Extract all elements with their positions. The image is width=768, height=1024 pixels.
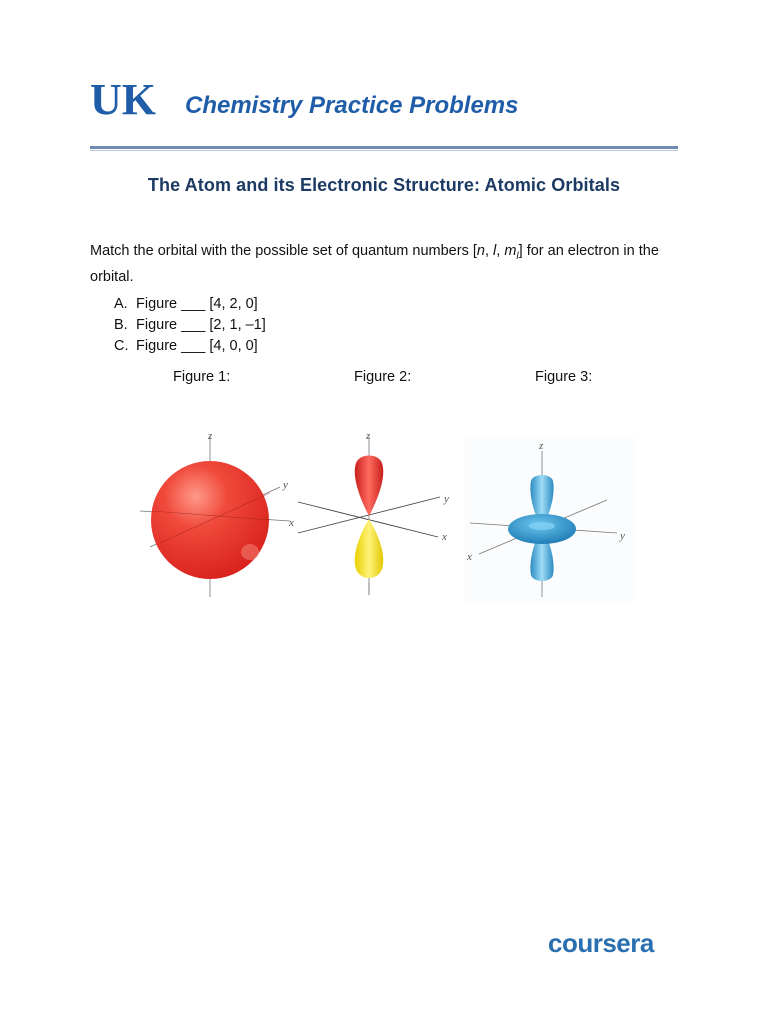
axis-y-label: y: [444, 493, 449, 505]
axis-z-label: z: [539, 440, 544, 452]
option-b: [114, 315, 266, 336]
option-text: Figure ___ [4, 0, 0]: [136, 338, 258, 354]
p-lobe-negative: [355, 519, 383, 578]
option-c: [114, 336, 266, 357]
header-title: Chemistry Practice Problems: [185, 92, 519, 119]
figure-1-s-orbital: [130, 425, 300, 600]
logo-text: UK: [90, 76, 156, 120]
axis-x-label: x: [442, 531, 447, 543]
option-a: [114, 294, 266, 315]
p-lobe-positive: [355, 456, 383, 517]
option-text: Figure ___ [2, 1, –1]: [136, 317, 266, 333]
option-letter: A.: [114, 296, 128, 312]
option-letter: B.: [114, 317, 128, 333]
axis-z-label: z: [366, 430, 371, 442]
prompt-after: ] for an electron in the orbital.: [90, 243, 659, 285]
figure-3-d-orbital: [465, 437, 635, 602]
axis-x-label: x: [289, 517, 294, 529]
option-letter: C.: [114, 338, 129, 354]
coursera-logo: coursera: [548, 928, 654, 958]
figure-2-label: Figure 2:: [354, 369, 412, 385]
figure-2-p-orbital: [290, 425, 460, 600]
axis-x-label: x: [467, 551, 472, 563]
header: [90, 76, 680, 121]
question-prompt: [90, 241, 690, 288]
prompt-sep2: ,: [496, 243, 505, 259]
figure-1-label: Figure 1:: [173, 369, 231, 385]
prompt-ml: m: [504, 243, 517, 259]
prompt-before: Match the orbital with the possible set of quantum numbers [: [90, 243, 477, 259]
answer-options: [114, 294, 266, 357]
header-rule-thin: [90, 150, 678, 151]
axis-y-label: y: [620, 530, 625, 542]
page-title: The Atom and its Electronic Structure: Atomic Orbitals: [147, 175, 621, 195]
figure-3-label: Figure 3:: [535, 369, 593, 385]
prompt-ml-sub: l: [516, 250, 519, 262]
header-rule: [90, 146, 678, 149]
prompt-l: l: [493, 243, 497, 259]
prompt-sep1: ,: [484, 243, 494, 259]
uk-logo: [90, 76, 174, 120]
axis-y-label: y: [283, 479, 288, 491]
prompt-n: n: [476, 243, 485, 259]
axis-z-label: z: [208, 430, 213, 442]
option-text: Figure ___ [4, 2, 0]: [136, 296, 258, 312]
